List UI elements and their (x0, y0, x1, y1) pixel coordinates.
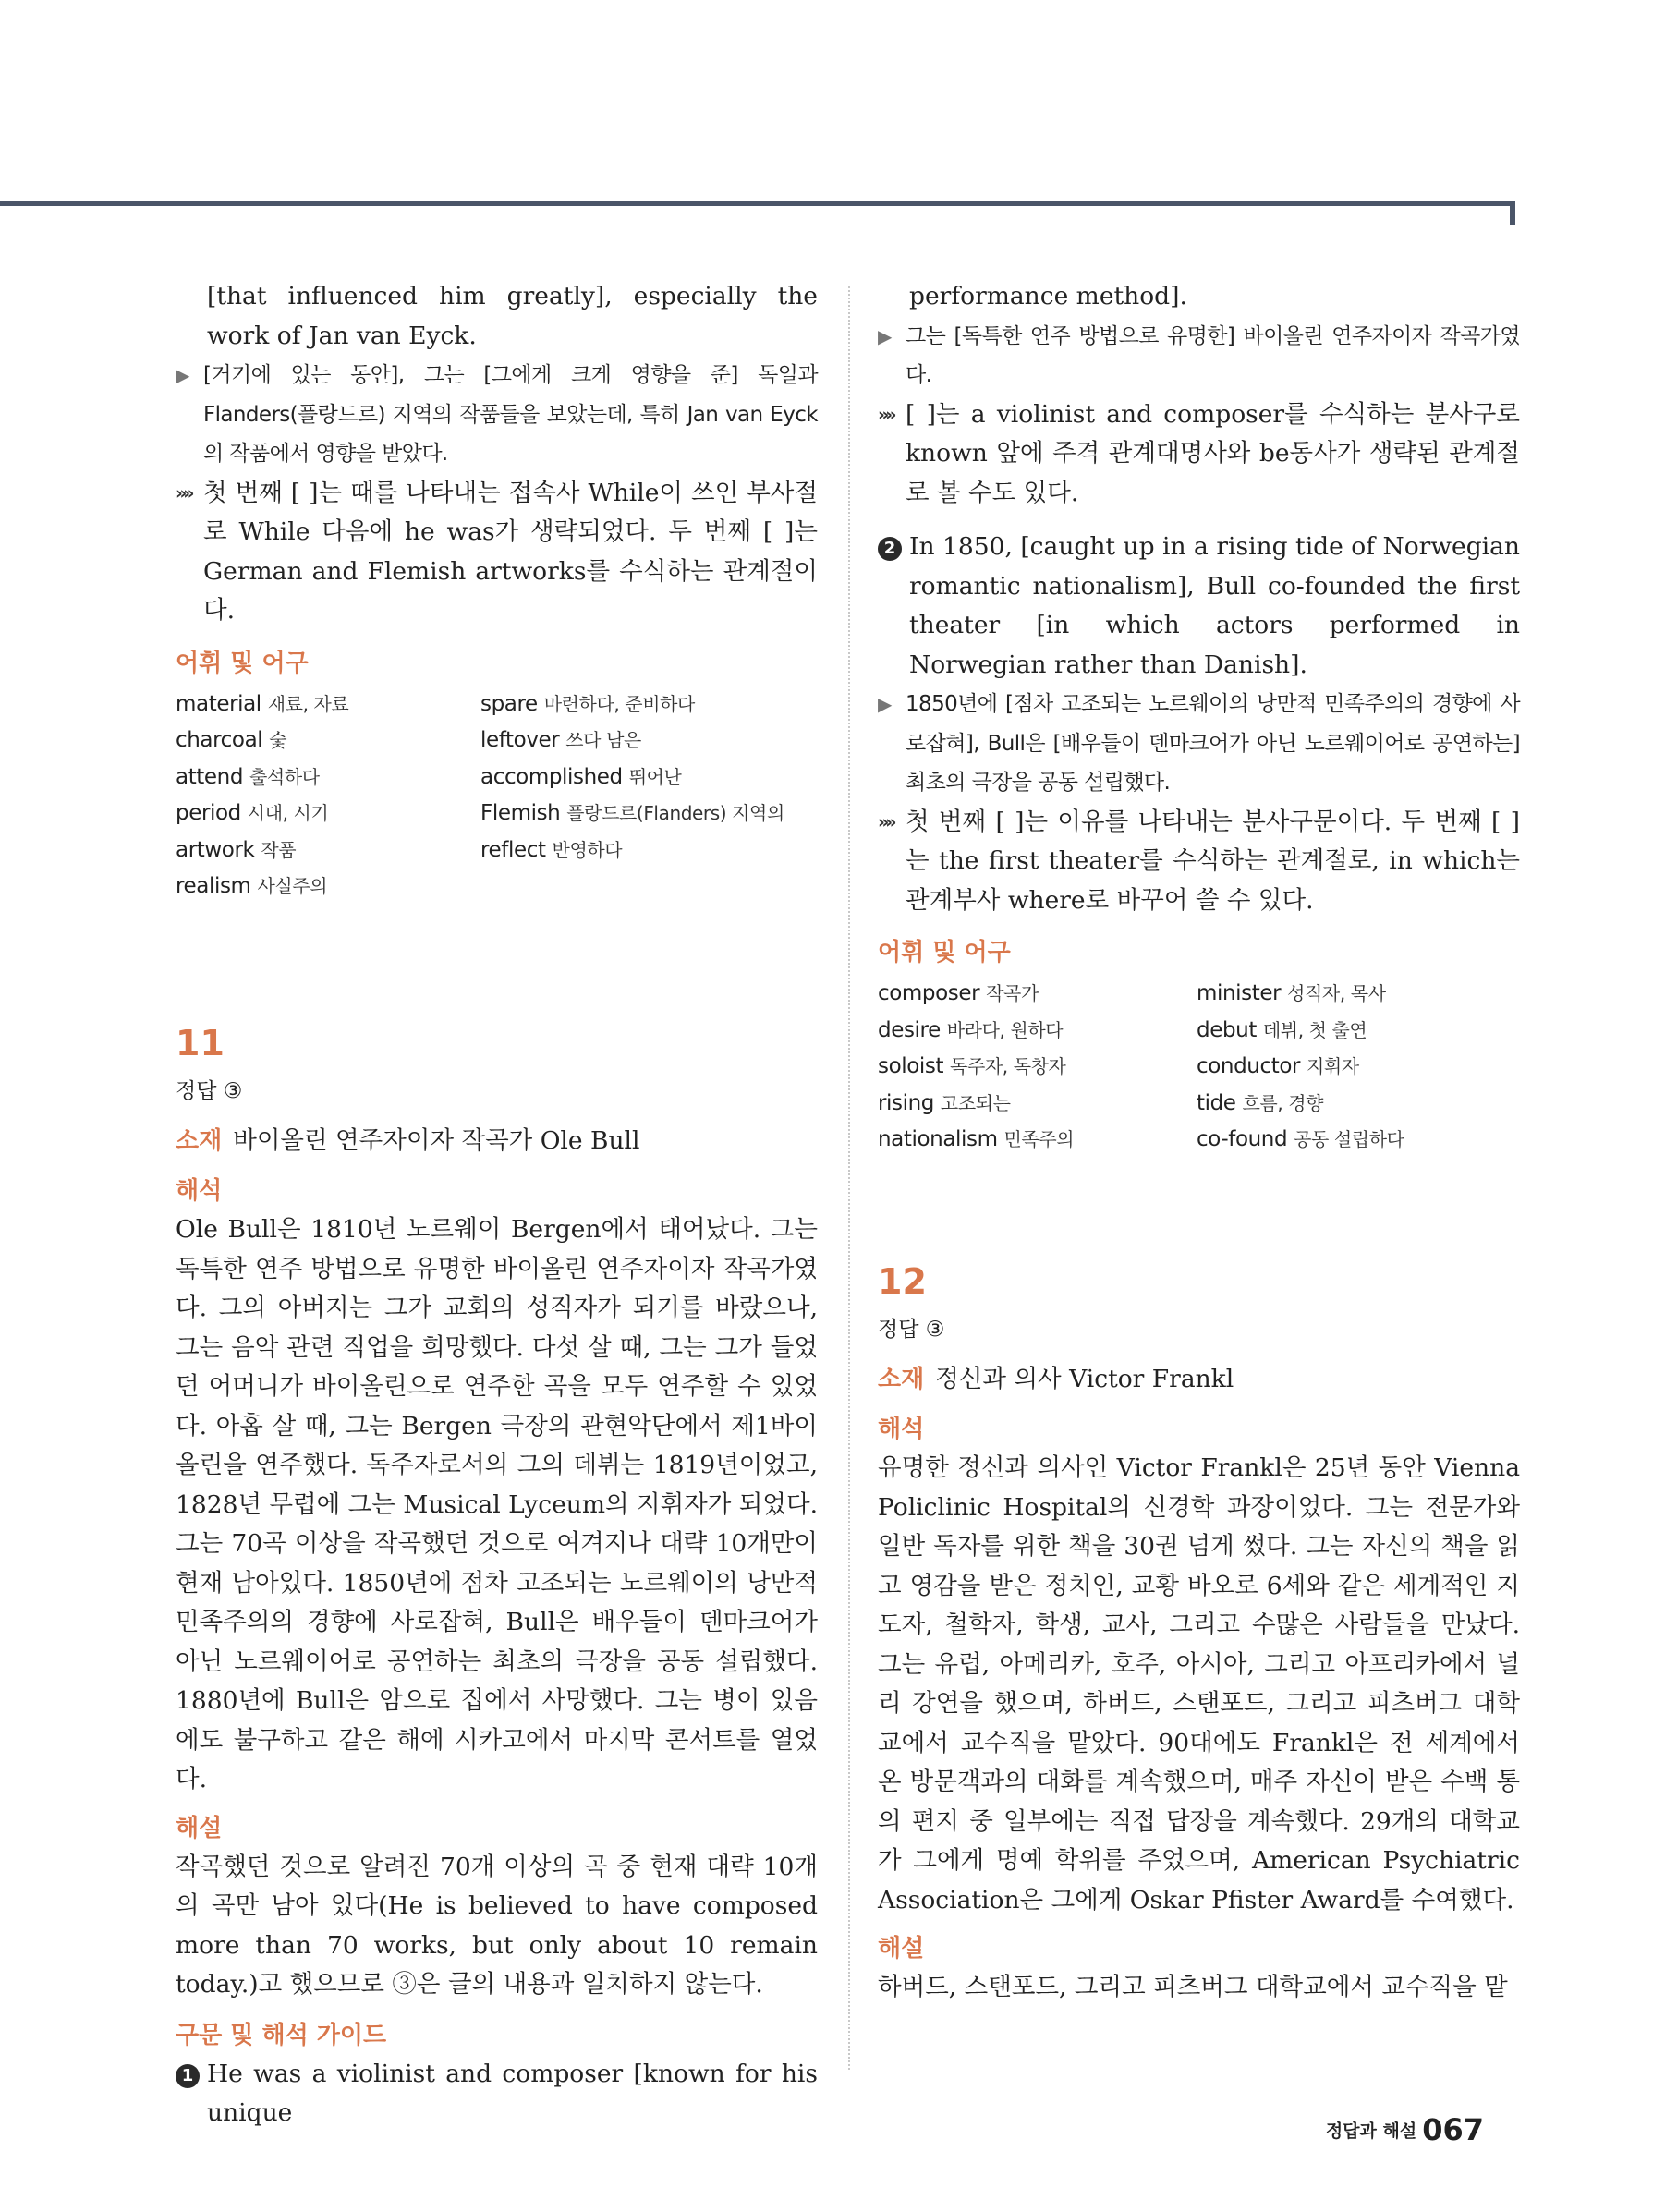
page-footer (1326, 2112, 1484, 2147)
vocab-item: realism 사실주의 (176, 874, 328, 898)
guide-sentence: He was a violinist and composer [known for his unique (207, 2059, 818, 2127)
header-rule-tick (1510, 201, 1515, 225)
explanation-title: 해설 (176, 1814, 223, 1842)
topic-line (176, 1122, 818, 1161)
vocab-item: reflect 반영하다 (480, 837, 623, 862)
double-arrow-icon: »» (878, 811, 893, 833)
answer-line: 정답 ③ (176, 1078, 243, 1103)
guide-title: 구문 및 해석 가이드 (176, 2021, 387, 2049)
vocab-title: 어휘 및 어구 (176, 649, 309, 677)
topic-text: 바이올린 연주자이자 작곡가 Ole Bull (233, 1125, 640, 1155)
grammar-note (878, 803, 1520, 921)
vocab-item: material 재료, 자료 (176, 691, 349, 716)
vocab-item: accomplished 뛰어난 (480, 764, 682, 789)
grammar-note-text: [ ]는 a violinist and composer를 수식하는 분사구로 known 앞에 주격 관계대명사와 be동사가 생략된 관계절로 볼 수도 있다. (906, 399, 1520, 507)
vocab-item: minister 성직자, 목사 (1197, 981, 1386, 1005)
vocab-list (878, 976, 1520, 1159)
topic-label: 소재 (878, 1365, 925, 1393)
vocab-item: soloist 독주자, 독창자 (878, 1054, 1066, 1078)
vocab-item: artwork 작품 (176, 837, 297, 862)
translation-line (878, 317, 1520, 395)
explanation-paragraph: 하버드, 스탠포드, 그리고 피츠버그 대학교에서 교수직을 맡 (878, 1973, 1508, 2001)
double-arrow-icon: »» (176, 482, 191, 504)
right-column (878, 277, 1520, 2008)
vocab-item: leftover 쓰다 남은 (480, 728, 641, 752)
continued-sentence: performance method]. (909, 282, 1187, 310)
vocab-item: co-found 공동 설립하다 (1197, 1127, 1404, 1151)
vocab-item: rising 고조되는 (878, 1090, 1011, 1115)
explanation-paragraph: 작곡했던 것으로 알려진 70개 이상의 곡 중 현재 대략 10개의 곡만 남아 있다(He is believed to have composed more than 70 works, but only about 10 remain today.)고 했으므로 ③은 글의 내용과 일치하지 않는다. (176, 1852, 818, 1999)
explanation-title: 해설 (878, 1935, 925, 1963)
question-number: 12 (878, 1260, 927, 1302)
grammar-note-text: 첫 번째 [ ]는 때를 나타내는 접속사 While이 쓰인 부사절로 While 다음에 he was가 생략되었다. 두 번째 [ ]는 German and Flemish artworks를 수식하는 관계절이다. (203, 478, 818, 625)
topic-line (878, 1360, 1520, 1400)
vocab-item: charcoal 숯 (176, 728, 287, 752)
vocab-item: Flemish 플랑드르(Flanders) 지역의 (480, 801, 784, 825)
translation-title: 해석 (176, 1177, 223, 1205)
vocab-title: 어휘 및 어구 (878, 939, 1011, 966)
triangle-bullet-icon: ▶ (878, 324, 893, 347)
triangle-bullet-icon: ▶ (878, 693, 893, 715)
question-number: 11 (176, 1022, 225, 1063)
answer-line: 정답 ③ (878, 1317, 945, 1342)
guide-item (878, 528, 1520, 685)
vocab-item: composer 작곡가 (878, 981, 1039, 1005)
vocab-item: conductor 지휘자 (1197, 1054, 1359, 1078)
vocab-item: debut 데뷔, 첫 출연 (1197, 1017, 1367, 1042)
double-arrow-icon: »» (878, 404, 893, 425)
grammar-note-text: 첫 번째 [ ]는 이유를 나타내는 분사구문이다. 두 번째 [ ]는 the first theater를 수식하는 관계절로, in which는 관계부사 where로 바꾸어 쓸 수 있다. (906, 807, 1520, 915)
grammar-note (176, 474, 818, 631)
vocab-item: tide 흐름, 경향 (1197, 1090, 1324, 1115)
grammar-note (878, 395, 1520, 514)
translation-line (878, 685, 1520, 803)
vocab-item: spare 마련하다, 준비하다 (480, 691, 695, 716)
translation-paragraph: Ole Bull은 1810년 노르웨이 Bergen에서 태어났다. 그는 독특한 연주 방법으로 유명한 바이올린 연주자이자 작곡가였다. 그의 아버지는 그가 교회의 성직자가 되기를 바랐으나, 그는 음악 관련 직업을 희망했다. 다섯 살 때, 그는 그가 들었던 어머니가 바이올린으로 연주한 곡을 모두 연주할 수 있었다. 아홉 살 때, 그는 Bergen 극장의 관현악단에서 제1바이올린을 연주했다. 독주자로서의 그의 데뷔는 1819년이었고, 1828년 무렵에 그는 Musical Lyceum의 지휘자가 되었다. 그는 70곡 이상을 작곡했던 것으로 여겨지나 대략 10개만이 현재 남아있다. 1850년에 점차 고조되는 노르웨이의 낭만적 민족주의의 경향에 사로잡혀, Bull은 배우들이 덴마크어가 아닌 노르웨이어로 공연하는 최초의 극장을 공동 설립했다. 1880년에 Bull은 암으로 집에서 사망했다. 그는 병이 있음에도 불구하고 같은 해에 시카고에서 마지막 콘서트를 열었다. (176, 1215, 819, 1793)
translation-text: [거기에 있는 동안], 그는 [그에게 크게 영향을 준] 독일과 Flanders(플랑드르) 지역의 작품들을 보았는데, 특히 Jan van Eyck의 작품에서 영향을 받았다. (203, 363, 818, 466)
continued-sentence: [that influenced him greatly], especially the work of Jan van Eyck. (207, 282, 818, 350)
header-rule (0, 201, 1515, 206)
left-column (176, 277, 818, 2133)
vocab-list (176, 687, 818, 905)
topic-text: 정신과 의사 Victor Frankl (935, 1364, 1234, 1393)
translation-paragraph: 유명한 정신과 의사인 Victor Frankl은 25년 동안 Vienna Policlinic Hospital의 신경학 과장이었다. 그는 전문가와 일반 독자를 위한 책을 30권 넘게 썼다. 그는 자신의 책을 읽고 영감을 받은 정치인, 교황 바오로 6세와 같은 세계적인 지도자, 철학자, 학생, 교사, 그리고 수많은 사람들을 만났다. 그는 유럽, 아메리카, 호주, 아시아, 그리고 아프리카에서 널리 강연을 했으며, 하버드, 스탠포드, 그리고 피츠버그 대학교에서 교수직을 맡았다. 90대에도 Frankl은 전 세계에서 온 방문객과의 대화를 계속했으며, 매주 자신이 받은 수백 통의 편지 중 일부에는 직접 답장을 계속했다. 29개의 대학교가 그에게 명예 학위를 주었으며, American Psychiatric Association은 그에게 Oskar Pfister Award를 수여했다. (878, 1453, 1520, 1914)
translation-line (176, 356, 818, 474)
footer-label: 정답과 해설 (1325, 2121, 1417, 2142)
vocab-item: desire 바라다, 원하다 (878, 1017, 1064, 1042)
vocab-item: nationalism 민족주의 (878, 1127, 1075, 1151)
guide-sentence: In 1850, [caught up in a rising tide of Norwegian romantic nationalism], Bull co-founded the first theater [in which actors performed in Norwegian rather than Danish]. (909, 532, 1520, 679)
vocab-item: period 시대, 시기 (176, 801, 329, 825)
column-divider (848, 286, 850, 2070)
triangle-bullet-icon: ▶ (176, 364, 190, 386)
translation-title: 해석 (878, 1416, 925, 1443)
circled-number-icon: 2 (878, 537, 902, 561)
translation-text: 그는 [독특한 연주 방법으로 유명한] 바이올린 연주자이자 작곡가였다. (906, 323, 1520, 387)
topic-label: 소재 (176, 1126, 223, 1155)
guide-item (176, 2055, 818, 2133)
vocab-item: attend 출석하다 (176, 764, 320, 789)
page-number: 067 (1422, 2112, 1484, 2147)
circled-number-icon: 1 (176, 2064, 200, 2088)
translation-text: 1850년에 [점차 고조되는 노르웨이의 낭만적 민족주의의 경향에 사로잡혀], Bull은 [배우들이 덴마크어가 아닌 노르웨이어로 공연하는] 최초의 극장을 공동 설립했다. (906, 692, 1520, 795)
